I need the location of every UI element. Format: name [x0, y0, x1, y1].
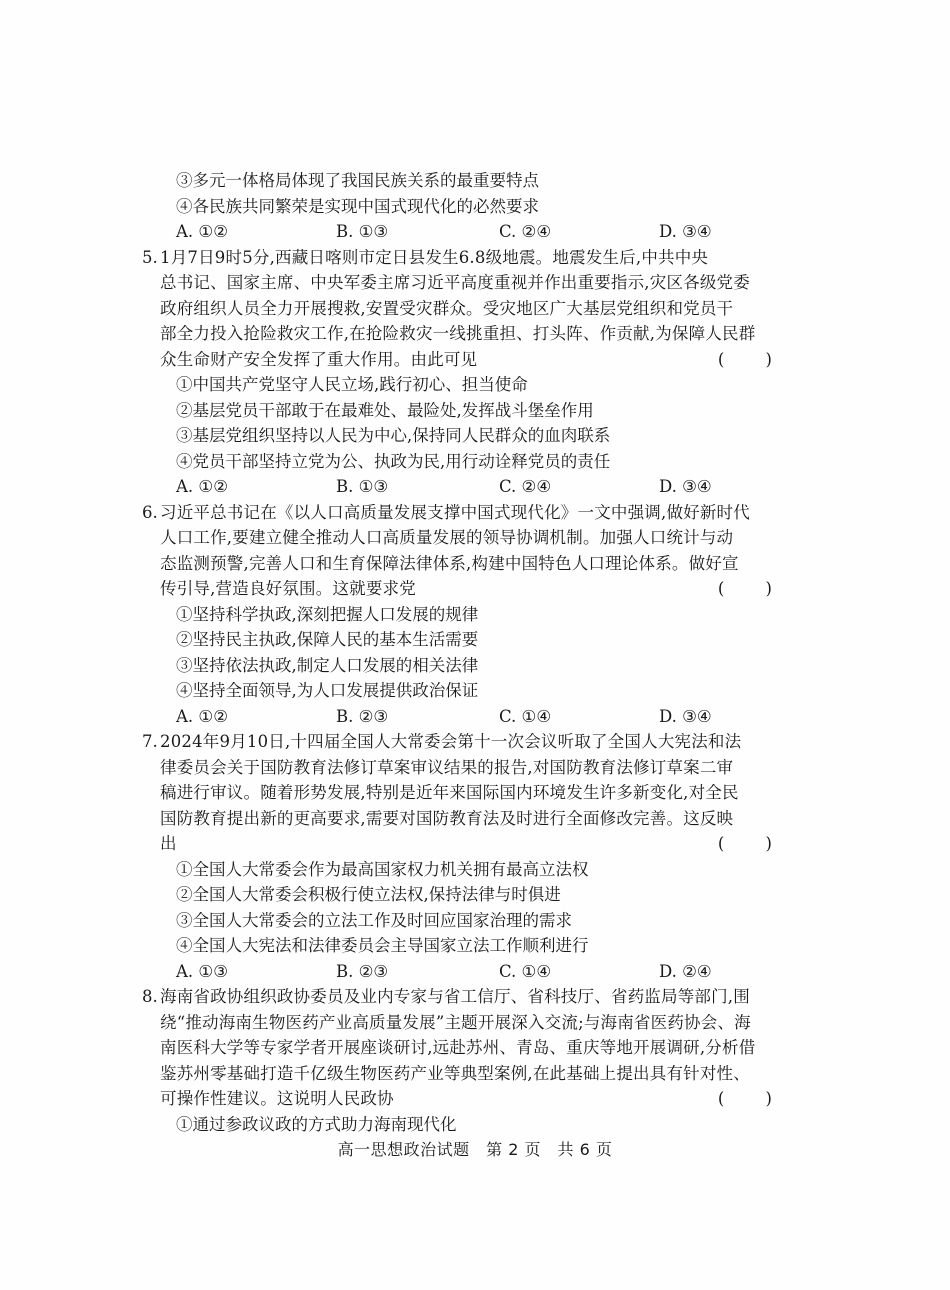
- options-row: [160, 704, 800, 730]
- stem-text: 可操作性建议。这说明人民政协: [160, 1089, 394, 1108]
- answer-statement: ①坚持科学执政,深刻把握人口发展的规律: [176, 604, 479, 624]
- question-stem-line: [160, 576, 800, 602]
- stem-text: 南医科大学等专家学者开展座谈研讨,远赴苏州、青岛、重庆等地开展调研,分析借: [160, 1038, 756, 1057]
- stem-text: 习近平总书记在《以人口高质量发展支撑中国式现代化》一文中强调,做好新时代: [160, 502, 750, 522]
- stem-text: 1月7日9时5分,西藏日喀则市定日县发生6.8级地震。地震发生后,中共中央: [160, 247, 709, 267]
- question-stem-line: [160, 1035, 800, 1061]
- stem-text: 政府组织人员全力开展搜救,安置受灾群众。受灾地区广大基层党组织和党员干: [160, 298, 734, 318]
- option-a: A. ①②: [176, 222, 228, 241]
- question-stem-line: [160, 1086, 800, 1112]
- page-content: [142, 168, 800, 1137]
- answer-statement: ④坚持全面领导,为人口发展提供政治保证: [176, 681, 479, 700]
- stem-text: 出: [160, 834, 177, 853]
- stem-text: 鉴苏州零基础打造千亿级生物医药产业等典型案例,在此基础上提出具有针对性、: [160, 1063, 750, 1083]
- stem-text: 律委员会关于国防教育法修订草案审议结果的报告,对国防教育法修订草案二审: [160, 757, 734, 777]
- answer-statement: ①中国共产党坚守人民立场,践行初心、担当使命: [176, 375, 528, 394]
- question-stem-line: [160, 525, 800, 551]
- answer-statement: ③全国人大常委会的立法工作及时回应国家治理的需求: [176, 910, 572, 930]
- answer-statement: ③坚持依法执政,制定人口发展的相关法律: [176, 655, 479, 675]
- question-number: 7.: [142, 732, 158, 751]
- question-stem-first-line: [142, 729, 800, 755]
- answer-parentheses: ( ): [717, 579, 790, 598]
- question-stem-line: [160, 1010, 800, 1036]
- option-c: C. ②④: [499, 222, 552, 241]
- option-d: D. ③④: [659, 477, 712, 496]
- answer-statement: ③多元一体格局体现了我国民族关系的最重要特点: [176, 171, 539, 190]
- question-stem-line: [160, 321, 800, 347]
- answer-statement: ②全国人大常委会积极行使立法权,保持法律与时俱进: [176, 885, 561, 904]
- answer-parentheses: ( ): [717, 349, 790, 369]
- answer-statement: ③基层党组织坚持以人民为中心,保持同人民群众的血肉联系: [176, 426, 611, 445]
- question-stem-line: [160, 296, 800, 322]
- stem-text: 众生命财产安全发挥了重大作用。由此可见: [160, 349, 478, 369]
- question-stem-first-line: [142, 984, 800, 1010]
- option-c: C. ①④: [499, 961, 552, 981]
- stem-text: 部全力投入抢险救灾工作,在抢险救灾一线挑重担、打头阵、作贡献,为保障人民群: [160, 324, 756, 343]
- option-b: B. ①③: [336, 222, 389, 241]
- stem-text: 人口工作,要建立健全推动人口高质量发展的领导协调机制。加强人口统计与动: [160, 528, 734, 547]
- question-number: 8.: [142, 987, 158, 1006]
- answer-parentheses: ( ): [717, 834, 790, 853]
- stem-text: 国防教育提出新的更高要求,需要对国防教育法及时进行全面修改完善。这反映: [160, 808, 734, 828]
- question-stem-line: [160, 1061, 800, 1087]
- question-stem-line: [160, 347, 800, 373]
- question-stem-line: [160, 270, 800, 296]
- question-number: 6.: [142, 502, 158, 522]
- question-stem-line: [160, 831, 800, 857]
- option-d: D. ③④: [659, 706, 712, 726]
- answer-statement: ②基层党员干部敢于在最难处、最险处,发挥战斗堡垒作用: [176, 400, 594, 420]
- page-footer: 高一思想政治试题 第 2 页 共 6 页: [337, 1140, 613, 1159]
- options-row: [160, 474, 800, 500]
- question-stem-first-line: [142, 500, 800, 526]
- stem-text: 总书记、国家主席、中央军委主席习近平高度重视并作出重要指示,灾区各级党委: [160, 273, 750, 292]
- option-d: D. ②④: [659, 961, 712, 981]
- stem-text: 2024年9月10日,十四届全国人大常委会第十一次会议听取了全国人大宪法和法: [160, 732, 742, 751]
- question-stem-line: [160, 551, 800, 577]
- stem-text: 绕“推动海南生物医药产业高质量发展”主题开展深入交流;与海南省医药协会、海: [160, 1012, 751, 1032]
- stem-text: 态监测预警,完善人口和生育保障法律体系,构建中国特色人口理论体系。做好宣: [160, 553, 739, 573]
- answer-statement: ②坚持民主执政,保障人民的基本生活需要: [176, 630, 479, 649]
- answer-statement: ④党员干部坚持立党为公、执政为民,用行动诠释党员的责任: [176, 451, 611, 471]
- option-b: B. ①③: [336, 477, 389, 496]
- option-b: B. ②③: [336, 961, 389, 981]
- option-c: C. ②④: [499, 477, 552, 496]
- answer-statement: ④全国人大宪法和法律委员会主导国家立法工作顺利进行: [176, 936, 589, 955]
- option-b: B. ②③: [336, 706, 389, 726]
- stem-text: 海南省政协组织政协委员及业内专家与省工信厅、省科技厅、省药监局等部门,围: [160, 987, 750, 1006]
- option-d: D. ③④: [659, 222, 712, 241]
- options-row: [160, 959, 800, 985]
- option-c: C. ①④: [499, 706, 552, 726]
- option-a: A. ①③: [176, 961, 228, 981]
- answer-statement: ④各民族共同繁荣是实现中国式现代化的必然要求: [176, 196, 539, 216]
- question-number: 5.: [142, 247, 158, 267]
- answer-parentheses: ( ): [717, 1089, 790, 1108]
- stem-text: 传引导,营造良好氛围。这就要求党: [160, 579, 416, 598]
- answer-statement: ①通过参政议政的方式助力海南现代化: [176, 1114, 457, 1134]
- question-stem-line: [160, 780, 800, 806]
- question-stem-first-line: [142, 245, 800, 271]
- option-a: A. ①②: [176, 477, 228, 496]
- option-a: A. ①②: [176, 706, 228, 726]
- options-row: [160, 219, 800, 245]
- stem-text: 稿进行审议。随着形势发展,特别是近年来国际国内环境发生许多新变化,对全民: [160, 783, 739, 802]
- question-stem-line: [160, 806, 800, 832]
- question-stem-line: [160, 755, 800, 781]
- answer-statement: ①全国人大常委会作为最高国家权力机关拥有最高立法权: [176, 859, 589, 879]
